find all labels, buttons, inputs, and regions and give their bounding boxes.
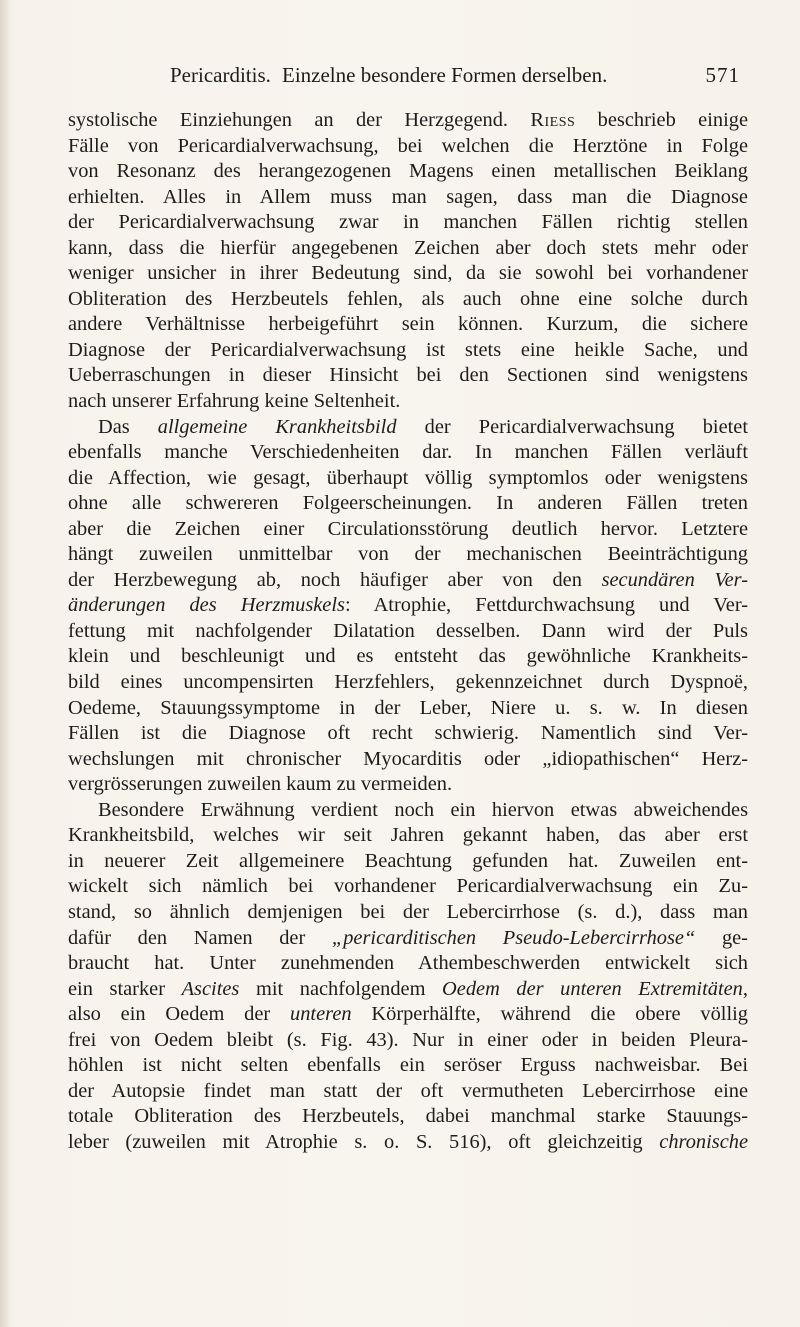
emphasis-text: allgemeine Krankheitsbild [157, 415, 397, 438]
text-line [68, 1079, 748, 1105]
emphasis-text: unteren [290, 1003, 352, 1026]
text-segment: vergrösserungen zuweilen kaum zu vermeiden. [68, 773, 453, 796]
text-line [68, 798, 748, 824]
text-segment: Oedeme, Stauungssymptome in der Leber, Niere u. s. w. In diesen [68, 696, 748, 719]
text-segment: der Herzbewegung ab, noch häufiger aber von den [68, 568, 602, 591]
text-segment: wechslungen mit chronischer Myocarditis oder „idiopathischen“ Herz- [68, 747, 748, 770]
text-line [68, 823, 748, 849]
emphasis-text: änderungen des Herzmuskels [68, 594, 345, 617]
text-line [68, 261, 748, 287]
text-line [68, 747, 748, 773]
text-segment: braucht hat. Unter zunehmenden Athembeschwerden entwickelt sich [68, 952, 748, 975]
text-segment: aber die Zeichen einer Circulationsstörung deutlich hervor. Letztere [68, 517, 748, 540]
text-segment: dafür den Namen der [68, 926, 332, 949]
text-line [68, 542, 748, 568]
text-segment: der Pericardialverwachsung zwar in manchen Fällen richtig stellen [68, 211, 748, 234]
text-segment: Das [98, 415, 158, 438]
text-line [68, 108, 748, 134]
emphasis-text: Ascites [181, 977, 240, 1000]
text-segment: erhielten. Alles in Allem muss man sagen, dass man die Diagnose [68, 185, 748, 208]
text-line [68, 900, 748, 926]
text-line [68, 1130, 748, 1156]
text-line [68, 210, 748, 236]
text-segment: Krankheitsbild, welches wir seit Jahren gekannt haben, das aber erst [68, 824, 748, 847]
text-line [68, 236, 748, 262]
text-segment: , [742, 977, 748, 1000]
running-head-subtitle: Einzelne besondere Formen derselben. [282, 63, 608, 87]
text-line [68, 1053, 748, 1079]
text-segment: in neuerer Zeit allgemeinere Beachtung gefunden hat. Zuweilen ent- [68, 849, 748, 872]
emphasis-text: secundären Ver- [601, 568, 748, 591]
text-segment: Fälle von Pericardialverwachsung, bei welchen die Herztöne in Folge [68, 134, 748, 157]
text-segment: Obliteration des Herzbeutels fehlen, als auch ohne eine solche durch [68, 287, 748, 310]
text-line [68, 517, 748, 543]
text-segment: klein und beschleunigt und es entsteht das gewöhnliche Krankheits- [68, 645, 748, 668]
emphasis-text: chronische [659, 1130, 748, 1153]
text-segment: hängt zuweilen unmittelbar von der mechanischen Beeinträchtigung [68, 543, 748, 566]
text-line [68, 287, 748, 313]
running-head [170, 62, 740, 88]
text-segment: totale Obliteration des Herzbeutels, dabei manchmal starke Stauungs- [68, 1105, 748, 1128]
text-line [68, 951, 748, 977]
text-line [68, 696, 748, 722]
text-segment: ohne alle schwereren Folgeerscheinungen. In anderen Fällen treten [68, 492, 748, 515]
text-segment: leber (zuweilen mit Atrophie s. o. S. 516), oft gleichzeitig [68, 1130, 660, 1153]
text-line [68, 338, 748, 364]
text-segment: der Autopsie findet man statt der oft vermutheten Lebercirrhose eine [68, 1079, 748, 1102]
text-segment: frei von Oedem bleibt (s. Fig. 43). Nur in einer oder in beiden Pleura- [68, 1028, 748, 1051]
text-line [68, 619, 748, 645]
text-segment: ge- [695, 926, 748, 949]
text-line [68, 644, 748, 670]
text-segment: Fällen ist die Diagnose oft recht schwierig. Namentlich sind Ver- [68, 722, 748, 745]
text-line [68, 593, 748, 619]
text-segment: also ein Oedem der [68, 1003, 291, 1026]
text-line [68, 491, 748, 517]
text-segment: Körperhälfte, während die obere völlig [351, 1003, 748, 1026]
text-line [68, 670, 748, 696]
text-segment: ebenfalls manche Verschiedenheiten dar. In manchen Fällen verläuft [68, 441, 748, 464]
text-line [68, 415, 748, 441]
text-segment: mit nachfolgendem [239, 977, 443, 1000]
text-segment: weniger unsicher in ihrer Bedeutung sind, da sie sowohl bei vorhandener [68, 262, 748, 285]
page-number: 571 [705, 63, 740, 87]
text-segment: : Atrophie, Fettdurchwachsung und Ver- [344, 594, 748, 617]
text-segment: bild eines uncompensirten Herzfehlers, gekennzeichnet durch Dyspnoë, [68, 671, 748, 694]
text-segment: von Resonanz des herangezogenen Magens einen metallischen Beiklang [68, 160, 748, 183]
text-line [68, 772, 748, 798]
page-gutter-shadow [0, 0, 10, 1327]
text-line [68, 134, 748, 160]
text-line [68, 568, 748, 594]
text-line [68, 1002, 748, 1028]
text-segment: Besondere Erwähnung verdient noch ein hiervon etwas abweichendes [98, 798, 748, 821]
text-line [68, 312, 748, 338]
text-line [68, 440, 748, 466]
text-line [68, 721, 748, 747]
text-line [68, 363, 748, 389]
text-line [68, 874, 748, 900]
text-line [68, 1028, 748, 1054]
text-segment: Diagnose der Pericardialverwachsung ist stets eine heikle Sache, und [68, 338, 748, 361]
running-head-title: Pericarditis. [170, 63, 271, 87]
text-segment: stand, so ähnlich demjenigen bei der Lebercirrhose (s. d.), dass man [68, 900, 748, 923]
text-line [68, 185, 748, 211]
text-segment: kann, dass die hierfür angegebenen Zeichen aber doch stets mehr oder [68, 236, 748, 259]
emphasis-text: Oedem der unteren Extremitäten [442, 977, 743, 1000]
text-segment: wickelt sich nämlich bei vorhandener Pericardialverwachsung ein Zu- [68, 875, 748, 898]
text-line [68, 159, 748, 185]
text-segment: nach unserer Erfahrung keine Seltenheit. [68, 390, 401, 413]
emphasis-text: „pericarditischen Pseudo-Lebercirrhose“ [331, 926, 696, 949]
text-line [68, 849, 748, 875]
text-segment: die Affection, wie gesagt, überhaupt völlig symptomlos oder wenigstens [68, 466, 748, 489]
text-segment: andere Verhältnisse herbeigeführt sein können. Kurzum, die sichere [68, 313, 748, 336]
text-segment: ein starker [68, 977, 182, 1000]
text-line [68, 389, 748, 415]
text-line [68, 977, 748, 1003]
text-segment: höhlen ist nicht selten ebenfalls ein seröser Erguss nachweisbar. Bei [68, 1054, 748, 1077]
text-line [68, 1104, 748, 1130]
text-segment: Ueberraschungen in dieser Hinsicht bei den Sectionen sind wenigstens [68, 364, 748, 387]
body-text [68, 108, 748, 1155]
text-line [68, 926, 748, 952]
author-name: Riess [530, 109, 576, 131]
text-segment: der Pericardialverwachsung bietet [396, 415, 748, 438]
text-segment: fettung mit nachfolgender Dilatation desselben. Dann wird der Puls [68, 619, 748, 642]
text-segment: systolische Einziehungen an der Herzgegend. [68, 109, 531, 131]
text-segment: beschrieb einige [575, 109, 748, 131]
text-line [68, 466, 748, 492]
